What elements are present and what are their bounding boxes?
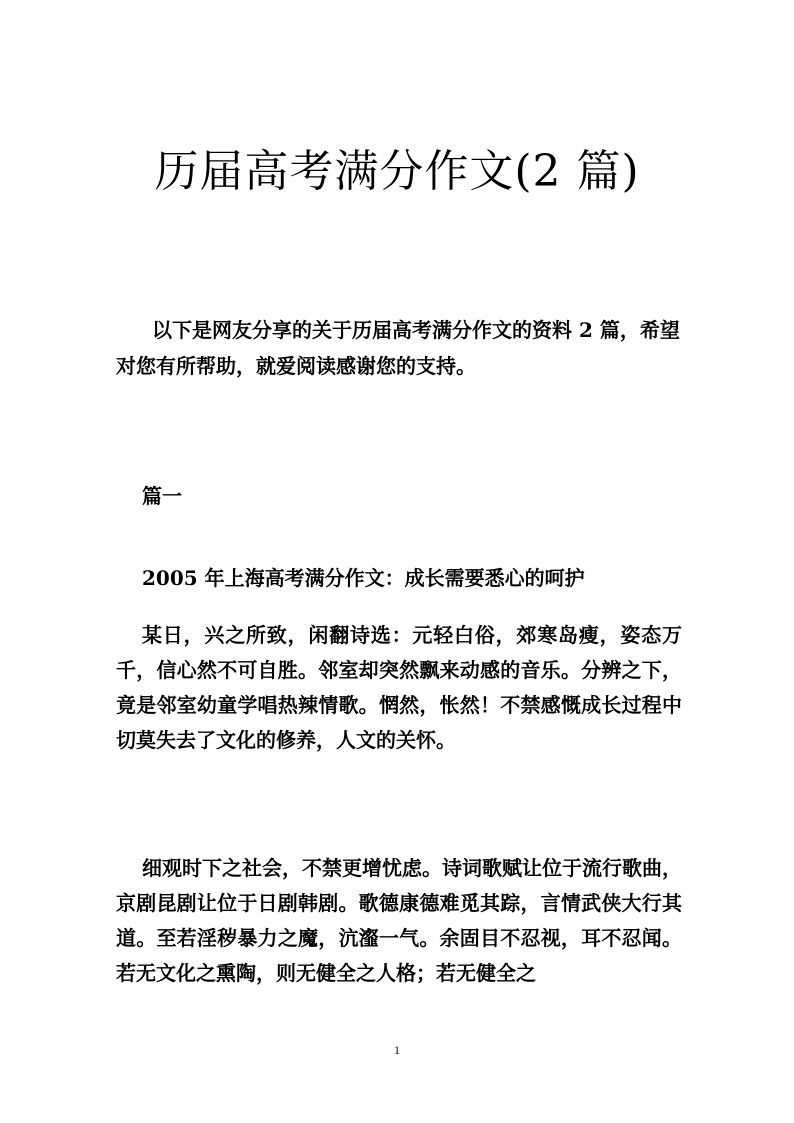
page-number: 1 (394, 1043, 400, 1057)
body-paragraph: 细观时下之社会，不禁更增忧虑。诗词歌赋让位于流行歌曲，京剧昆剧让位于日剧韩剧。歌德康德难觅其踪，言情武侠大行其道。至若淫秽暴力之魔，沆瀣一气。余固目不忍视，耳不忍闻。若无文化之熏陶，则无健全之人格；若无健全之 (116, 856, 682, 985)
body-paragraph: 某日，兴之所致，闲翻诗选：元轻白俗，郊寒岛瘦，姿态万千，信心然不可自胜。邻室却突然飘来动感的音乐。分辨之下，竟是邻室幼童学唱热辣情歌。惘然，怅然！不禁感慨成长过程中切莫失去了文化的修养，人文的关怀。 (116, 623, 682, 752)
section-label: 篇一 (142, 484, 182, 508)
document-title: 历届高考满分作文(2 篇) (154, 146, 640, 197)
intro-paragraph: 以下是网友分享的关于历届高考满分作文的资料 2 篇，希望对您有所帮助，就爱阅读感谢您的支持。 (116, 318, 680, 378)
essay-title: 2005 年上海高考满分作文：成长需要悉心的呵护 (142, 566, 585, 590)
